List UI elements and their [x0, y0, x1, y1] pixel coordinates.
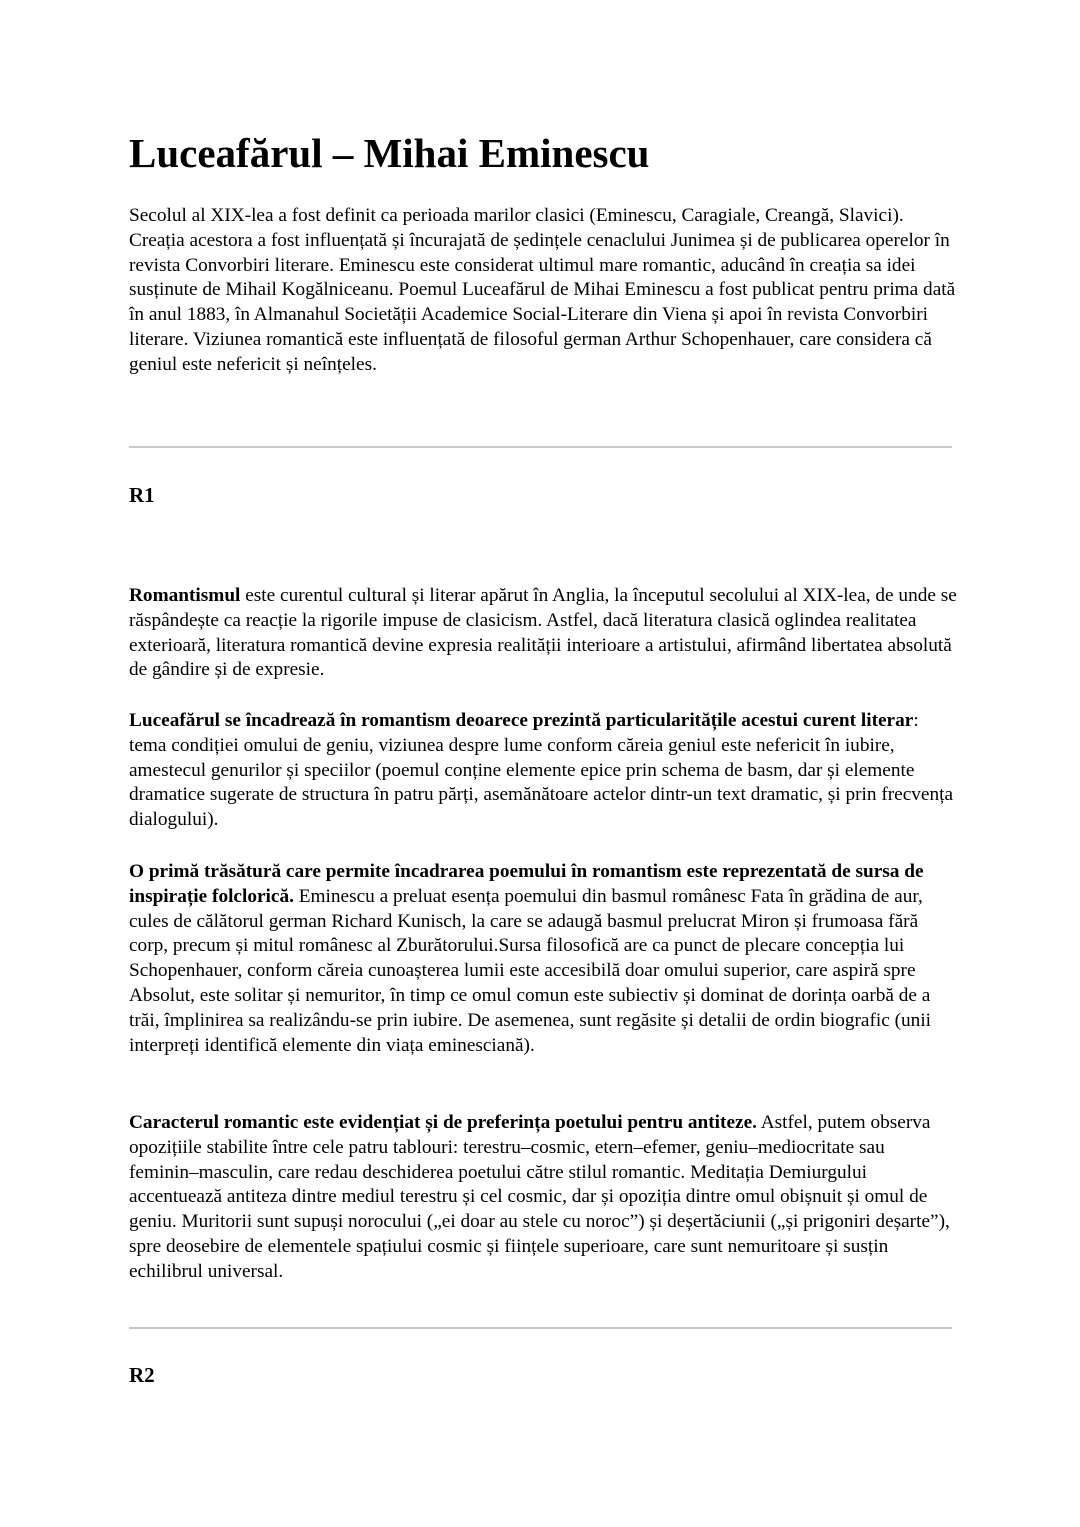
paragraph-antitheses: [129, 1111, 959, 1285]
paragraph-romantism-framing: [129, 709, 959, 833]
paragraph-folk-source: [129, 860, 959, 1058]
paragraph-body: este curentul cultural și literar apărut în Anglia, la începutul secolului al XIX-lea, de unde se răspândește ca reacție la rigorile impuse de clasicism. Astfel, dacă literatura clasică oglindea realitatea exterioară, literatura romantică devine expresia realității interioare a artistului, afirmând libertatea absolută de gândire și de expresie.: [129, 585, 957, 681]
paragraph-lead: Romantismul: [129, 585, 241, 606]
paragraph-body: Astfel, putem observa opozițiile stabilite între cele patru tablouri: terestru–cosmic, etern–efemer, geniu–mediocritate sau feminin–masculin, care redau deschiderea poetului către stilul romantic. Meditația Demiurgului accentuează antiteza dintre mediul terestru și cel cosmic, dar și opoziția dintre omul obișnuit și omul de geniu. Muritorii sunt supuși norocului („ei doar au stele cu noroc”) și deșertăciunii („și prigoniri deșarte”), spre deosebire de elementele spațiului cosmic și ființele superioare, care sunt nemuritoare și susțin echilibrul universal.: [129, 1112, 950, 1282]
document-title: Luceafărul – Mihai Eminescu: [129, 130, 650, 176]
intro-paragraph: Secolul al XIX-lea a fost definit ca perioada marilor clasici (Eminescu, Caragiale, Creangă, Slavici). Creația acestora a fost influențată și încurajată de ședințele cenaclului Junimea și de publicarea operelor în revista Convorbiri literare. Eminescu este considerat ultimul mare romantic, aducând în creația sa idei susținute de Mihail Kogălniceanu. Poemul Luceafărul de Mihai Eminescu a fost publicat pentru prima dată în anul 1883, în Almanahul Societății Academice Social-Literare din Viena și apoi în revista Convorbiri literare. Viziunea romantică este influențată de filosoful german Arthur Schopenhauer, care considera că geniul este nefericit și neînțeles.: [129, 205, 956, 375]
paragraph-body: : tema condiției omului de geniu, viziunea despre lume conform căreia geniul este nefericit în iubire, amestecul genurilor și speciilor (poemul conține elemente epice prin schema de basm, dar și elemente dramatice sugerate de structura în patru părți, asemănătoare actelor dintr-un text dramatic, și prin frecvența dialogului).: [129, 710, 954, 831]
section-divider: [129, 1327, 952, 1329]
paragraph-body: Eminescu a preluat esența poemului din basmul românesc Fata în grădina de aur, cules de călătorul german Richard Kunisch, la care se adaugă basmul prelucrat Miron și frumoasa fără corp, precum și mitul românesc al Zburătorului.Sursa filosofică are ca punct de plecare concepția lui Schopenhauer, conform căreia cunoașterea lumii este accesibilă doar omului superior, care aspiră spre Absolut, este solitar și nemuritor, în timp ce omul comun este subiectiv și dominat de dorința oarbă de a trăi, împlinirea sa realizându-se prin iubire. De asemenea, sunt regăsite și detalii de ordin biografic (unii interpreți identifică elemente din viața eminesciană).: [129, 885, 932, 1056]
paragraph-lead: Luceafărul se încadrează în romantism deoarece prezintă particularitățile acestui curent literar: [129, 710, 914, 731]
section-heading-r1: R1: [129, 483, 155, 507]
paragraph-lead: O primă trăsătură care permite încadrarea poemului în romantism este reprezentată de sursa de inspirație folclorică.: [129, 861, 924, 907]
paragraph-lead: Caracterul romantic este evidențiat și de preferința poetului pentru antiteze.: [129, 1112, 757, 1133]
section-heading-r2: R2: [129, 1363, 155, 1387]
section-divider: [129, 446, 952, 448]
paragraph-romantism-definition: [129, 584, 959, 683]
